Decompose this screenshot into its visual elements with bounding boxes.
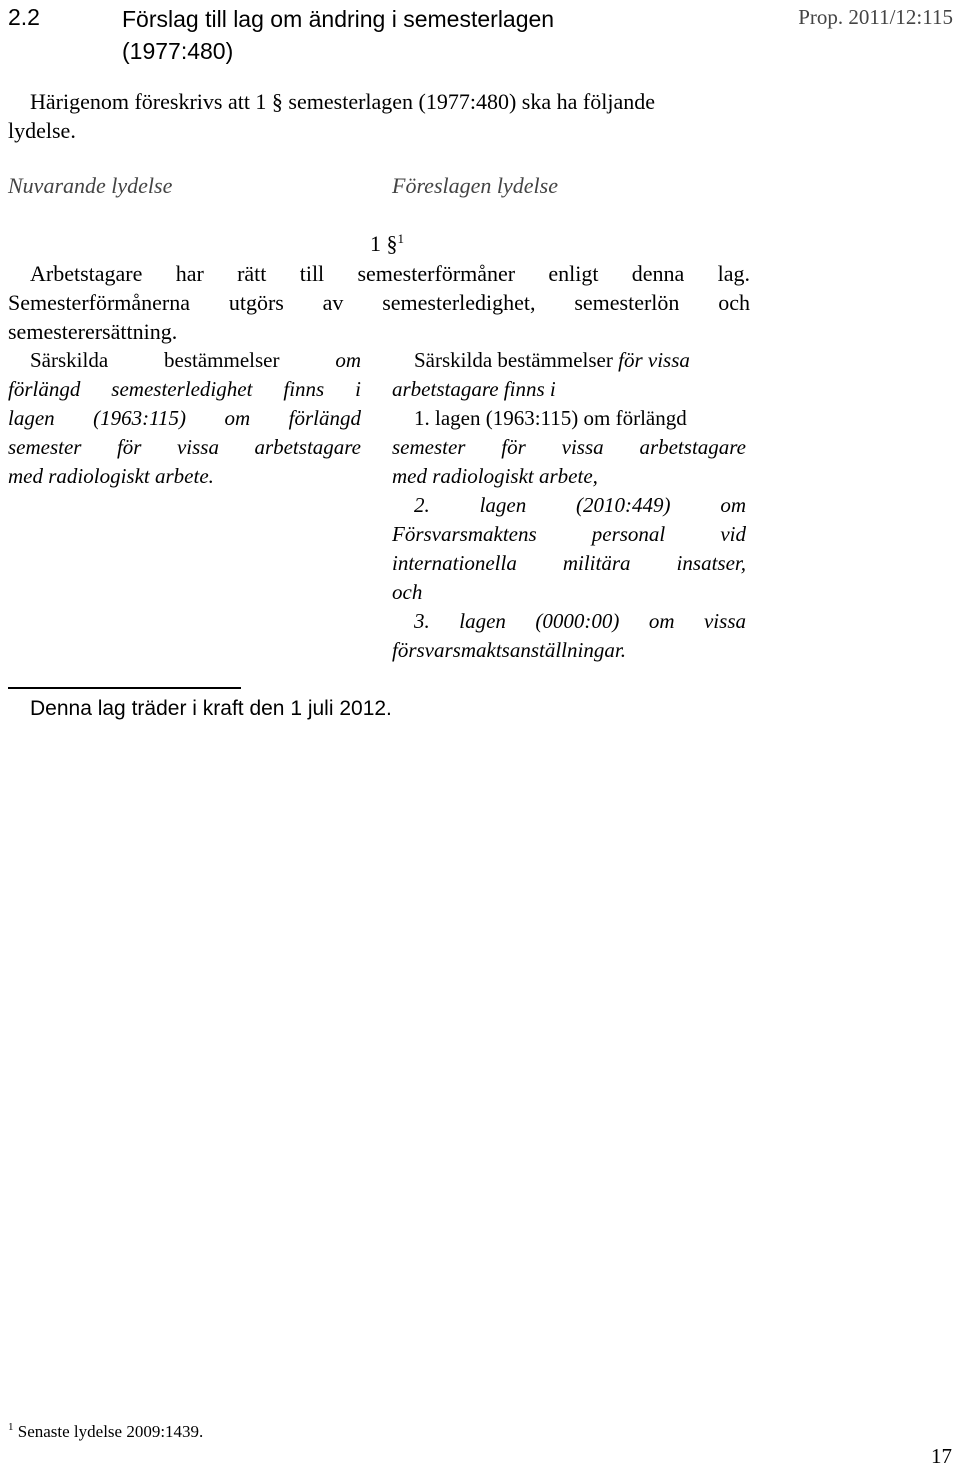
proposed-line4: semester för vissa arbetstagare xyxy=(392,435,746,459)
proposed-line8: internationella militära insatser, xyxy=(392,551,746,575)
current-line1-roman: Särskilda bestämmelser xyxy=(30,348,280,372)
section-title-line1: Förslag till lag om ändring i semesterlagen xyxy=(122,6,555,32)
current-wording-heading: Nuvarande lydelse xyxy=(8,173,173,198)
paragraph-line2: Semesterförmånerna utgörs av semesterledighet, semesterlön och xyxy=(8,290,750,315)
prop-reference: Prop. 2011/12:115 xyxy=(798,5,953,29)
current-line1 xyxy=(8,346,361,375)
proposed-line1-roman: Särskilda bestämmelser xyxy=(414,348,613,372)
footnote-marker: 1 xyxy=(8,1421,14,1433)
proposed-line1 xyxy=(392,346,746,375)
footnote-text: Senaste lydelse 2009:1439. xyxy=(17,1422,204,1441)
current-line5: med radiologiskt arbete. xyxy=(8,464,214,488)
paragraph-line1: Arbetstagare har rätt till semesterförmåner enligt denna lag. xyxy=(30,261,750,286)
footnote xyxy=(8,1422,203,1442)
proposed-line10: 3. lagen (0000:00) om vissa xyxy=(414,609,746,633)
proposed-line6: 2. lagen (2010:449) om xyxy=(414,493,746,517)
proposed-wording-heading: Föreslagen lydelse xyxy=(392,173,558,198)
current-line3: lagen (1963:115) om förlängd xyxy=(8,406,361,430)
proposed-line9: och xyxy=(392,580,423,604)
proposed-line5: med radiologiskt arbete, xyxy=(392,464,598,488)
paragraph-line3: semesterersättning. xyxy=(8,319,178,344)
current-line4: semester för vissa arbetstagare xyxy=(8,435,361,459)
page-number: 17 xyxy=(931,1444,952,1468)
paragraph-number-text: 1 § xyxy=(370,231,398,256)
intro-line2: lydelse. xyxy=(8,118,76,143)
proposed-line2: arbetstagare finns i xyxy=(392,377,556,401)
proposed-line3: 1. lagen (1963:115) om förlängd xyxy=(414,406,687,430)
current-line2: förlängd semesterledighet finns i xyxy=(8,377,361,401)
proposed-line1-italic: för vissa xyxy=(618,348,690,372)
intro-line1: Härigenom föreskrivs att 1 § semesterlagen (1977:480) ska ha följande xyxy=(30,89,655,114)
current-line1-italic: om xyxy=(335,348,361,372)
proposed-wording-column xyxy=(392,346,746,665)
proposed-line11: försvarsmaktsanställningar. xyxy=(392,638,626,662)
entry-into-force: Denna lag träder i kraft den 1 juli 2012. xyxy=(30,697,392,720)
section-number: 2.2 xyxy=(8,4,40,30)
paragraph-number xyxy=(370,231,404,257)
current-wording-column xyxy=(8,346,361,491)
section-title xyxy=(122,3,554,67)
footnote-reference: 1 xyxy=(397,231,404,246)
section-title-line2: (1977:480) xyxy=(122,38,234,64)
transition-separator xyxy=(8,687,241,689)
proposed-line7: Försvarsmaktens personal vid xyxy=(392,522,746,546)
paragraph-text xyxy=(8,259,750,346)
intro-text xyxy=(8,87,750,145)
